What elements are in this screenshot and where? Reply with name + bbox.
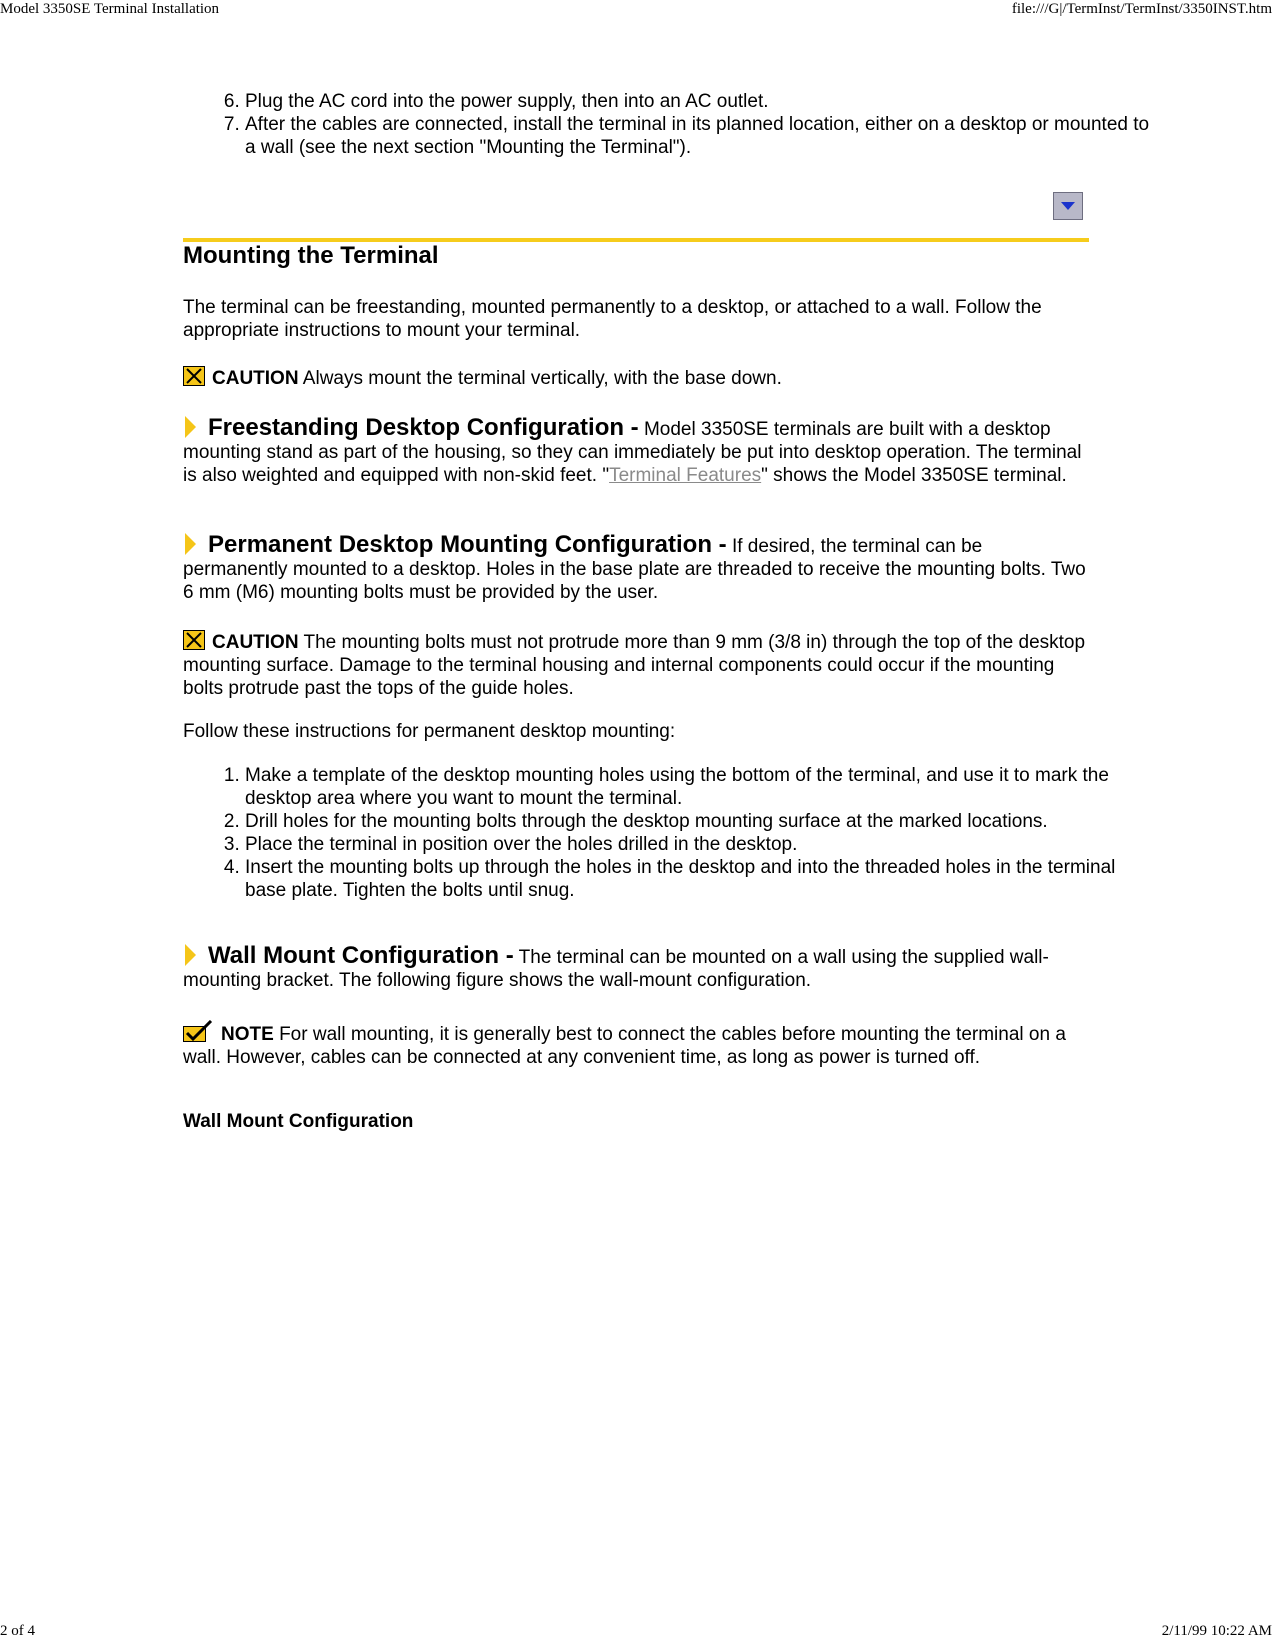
note-paragraph <box>183 1020 1089 1069</box>
mount-steps-list <box>183 764 1151 902</box>
caution-text: Always mount the terminal vertically, with the base down. <box>302 368 782 389</box>
caution-label: CAUTION <box>212 632 299 653</box>
terminal-features-link[interactable]: Terminal Features <box>609 465 762 486</box>
page-header-url: file:///G|/TermInst/TermInst/3350INST.htm <box>1011 1 1272 17</box>
figure-caption: Wall Mount Configuration <box>183 1111 414 1132</box>
caution-note-2 <box>183 630 1089 700</box>
bullet-arrow-icon <box>185 533 196 555</box>
wall-mount-title: Wall Mount Configuration - <box>208 942 514 969</box>
freestanding-paragraph <box>183 416 1089 487</box>
note-check-icon <box>183 1020 213 1042</box>
wall-mount-paragraph <box>183 944 1089 992</box>
permanent-text: If desired, the terminal can be permanently mounted to a desktop. Holes in the base plate are threaded to receive the mounting bolts. Two 6 mm (M6) mounting bolts must be provided by the user. <box>183 536 1086 603</box>
list-item: 7. After the cables are connected, install the terminal in its planned location, either on a desktop or mounted to a wall (see the next section "Mounting the Terminal"). <box>245 113 1151 159</box>
steps-top-list <box>183 90 1151 159</box>
caution-note-1 <box>183 366 1089 390</box>
list-item: 6. Plug the AC cord into the power supply, then into an AC outlet. <box>245 90 1151 113</box>
wall-mount-text: The terminal can be mounted on a wall using the supplied wall-mounting bracket. The following figure shows the wall-mount configuration. <box>183 947 1049 991</box>
note-text: For wall mounting, it is generally best to connect the cables before mounting the terminal on a wall. However, cables can be connected at any convenient time, as long as power is turned off. <box>183 1024 1066 1068</box>
next-section-button[interactable] <box>1053 192 1083 220</box>
note-label: NOTE <box>221 1024 274 1045</box>
list-item: 3. Place the terminal in position over the holes drilled in the desktop. <box>245 833 1151 856</box>
caution-icon <box>183 630 205 650</box>
follow-instructions-text: Follow these instructions for permanent desktop mounting: <box>183 721 676 742</box>
freestanding-text-after: " shows the Model 3350SE terminal. <box>761 465 1067 486</box>
caution-label: CAUTION <box>212 368 299 389</box>
section-title: Mounting the Terminal <box>183 242 439 269</box>
page-number: 2 of 4 <box>0 1623 35 1639</box>
list-item: 1. Make a template of the desktop mounting holes using the bottom of the terminal, and use it to mark the desktop area where you want to mount the terminal. <box>245 764 1151 810</box>
page-datetime: 2/11/99 10:22 AM <box>1161 1623 1272 1639</box>
list-item: 2. Drill holes for the mounting bolts through the desktop mounting surface at the marked locations. <box>245 810 1151 833</box>
section-intro: The terminal can be freestanding, mounted permanently to a desktop, or attached to a wall. Follow the appropriate instructions to mount your terminal. <box>183 297 1042 341</box>
page-header-title: Model 3350SE Terminal Installation <box>0 1 220 17</box>
caution-icon <box>183 366 205 386</box>
arrow-down-icon <box>1054 193 1082 219</box>
bullet-arrow-icon <box>185 416 196 438</box>
caution-text: The mounting bolts must not protrude more than 9 mm (3/8 in) through the top of the desktop mounting surface. Damage to the terminal housing and internal components could occur if the mounting bolts protrude past the tops of the guide holes. <box>183 632 1086 699</box>
bullet-arrow-icon <box>185 944 196 966</box>
list-item: 4. Insert the mounting bolts up through the holes in the desktop and into the threaded holes in the terminal base plate. Tighten the bolts until snug. <box>245 856 1151 902</box>
freestanding-text-before: Model 3350SE terminals are built with a desktop mounting stand as part of the housing, so they can immediately be put into desktop operation. The terminal is also weighted and equipped with non-skid feet. " <box>183 419 1082 486</box>
permanent-title: Permanent Desktop Mounting Configuration - <box>208 531 727 558</box>
freestanding-title: Freestanding Desktop Configuration - <box>208 414 639 441</box>
permanent-paragraph <box>183 533 1089 604</box>
